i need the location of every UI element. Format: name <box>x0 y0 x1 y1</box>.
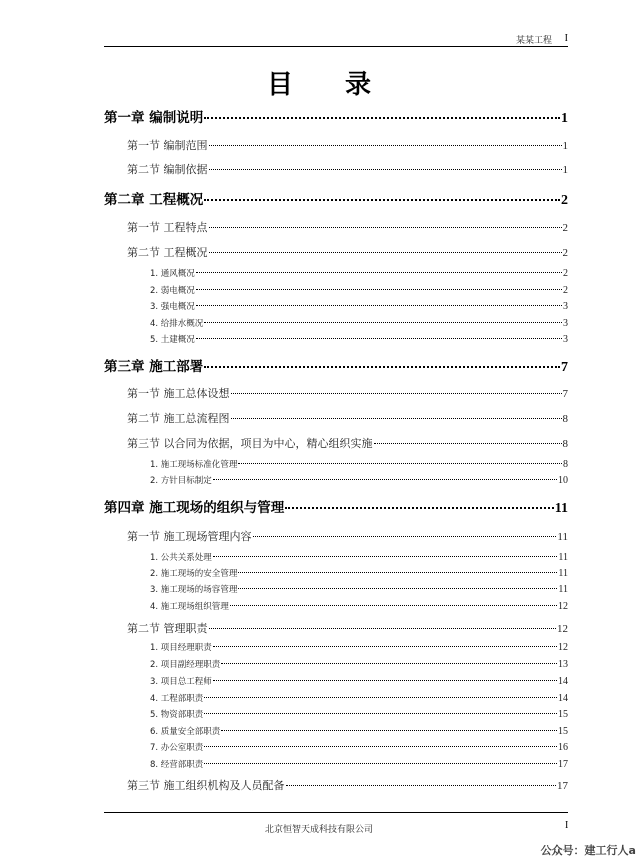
toc-entry-title: 第二章 工程概况 <box>104 192 204 208</box>
dot-leader <box>231 393 562 394</box>
toc-page-number: 2 <box>562 222 568 234</box>
toc-page-number: 1 <box>561 111 568 126</box>
toc-page-number: 14 <box>558 693 568 704</box>
toc-item-row[interactable] <box>150 551 568 563</box>
dot-leader <box>204 199 560 201</box>
toc-item-row[interactable] <box>150 600 568 612</box>
toc-entry-title: 4. 工程部职责 <box>150 694 204 704</box>
dot-leader <box>196 305 562 306</box>
footer-rule <box>104 812 568 813</box>
toc-entry-title: 第二节 工程概况 <box>127 246 208 259</box>
toc-chapter-row[interactable] <box>104 106 568 127</box>
dot-leader <box>204 697 557 698</box>
toc-entry-title: 3. 项目总工程师 <box>150 677 212 687</box>
dot-leader <box>285 507 554 509</box>
toc-item-row[interactable] <box>150 317 568 329</box>
toc-item-row[interactable] <box>150 708 568 720</box>
toc-chapter-row[interactable] <box>104 355 568 376</box>
toc-page-number: 17 <box>558 759 568 770</box>
toc-page-number: 16 <box>558 742 568 753</box>
toc-page-number: 3 <box>563 318 568 329</box>
toc-entry-title: 1. 公共关系处理 <box>150 553 212 563</box>
dot-leader <box>221 730 557 731</box>
toc-page-number: 3 <box>563 334 568 345</box>
toc-item-row[interactable] <box>150 267 568 279</box>
dot-leader <box>196 338 562 339</box>
toc-entry-title: 8. 经营部职责 <box>150 760 204 770</box>
dot-leader <box>231 418 562 419</box>
dot-leader <box>213 479 557 480</box>
toc-section-row[interactable] <box>127 410 568 426</box>
footer-company: 北京恒智天成科技有限公司 <box>264 825 373 835</box>
toc-entry-title: 3. 强电概况 <box>150 302 195 312</box>
toc-entry-title: 第一节 施工总体设想 <box>127 387 230 400</box>
toc-entry-title: 第一节 施工现场管理内容 <box>127 530 252 543</box>
dot-leader <box>209 628 557 629</box>
dot-leader <box>230 605 557 606</box>
toc-entry-title: 第四章 施工现场的组织与管理 <box>104 500 285 516</box>
toc-section-row[interactable] <box>127 161 568 177</box>
dot-leader <box>209 252 562 253</box>
toc-page-number: 12 <box>557 623 568 635</box>
toc-page-number: 2 <box>562 247 568 259</box>
dot-leader <box>238 463 562 464</box>
toc-entry-title: 第一节 工程特点 <box>127 221 208 234</box>
toc-page-number: 8 <box>562 438 568 450</box>
toc-page-number: 15 <box>558 726 568 737</box>
toc-page-number: 8 <box>562 413 568 425</box>
toc-item-row[interactable] <box>150 658 568 670</box>
toc-section-row[interactable] <box>127 385 568 401</box>
toc-page-number: 11 <box>558 552 568 563</box>
dot-leader <box>213 680 557 681</box>
toc-entry-title: 2. 方针目标制定 <box>150 476 212 486</box>
toc-entry-title: 第二节 管理职责 <box>127 622 208 635</box>
toc-entry-title: 4. 施工现场组织管理 <box>150 602 229 612</box>
dot-leader <box>286 785 557 786</box>
toc-item-row[interactable] <box>150 333 568 345</box>
toc-page-number: 12 <box>558 601 568 612</box>
dot-leader <box>204 117 560 119</box>
toc-item-row[interactable] <box>150 284 568 296</box>
dot-leader <box>213 646 557 647</box>
toc-section-row[interactable] <box>127 435 568 451</box>
toc-entry-title: 3. 施工现场的场容管理 <box>150 585 238 595</box>
toc-entry-title: 第一节 编制范围 <box>127 139 208 152</box>
toc-page-number: 11 <box>557 531 568 543</box>
toc-item-row[interactable] <box>150 641 568 653</box>
dot-leader <box>238 588 557 589</box>
toc-entry-title: 第三章 施工部署 <box>104 359 204 375</box>
header-project-name: 某某工程 <box>515 36 552 46</box>
dot-leader <box>238 572 557 573</box>
toc-entry-title: 2. 项目副经理职责 <box>150 660 221 670</box>
toc-chapter-row[interactable] <box>104 188 568 209</box>
dot-leader <box>204 322 562 323</box>
toc-entry-title: 第一章 编制说明 <box>104 110 204 126</box>
toc-page-number: 2 <box>563 285 568 296</box>
toc-item-row[interactable] <box>150 692 568 704</box>
toc-entry-title: 第二节 施工总流程图 <box>127 412 230 425</box>
toc-item-row[interactable] <box>150 300 568 312</box>
header-page-number: I <box>564 33 568 44</box>
toc-entry-title: 1. 通风概况 <box>150 269 195 279</box>
toc-page-number: 12 <box>558 642 568 653</box>
toc-entry-title: 1. 项目经理职责 <box>150 643 212 653</box>
watermark: 公众号：建工行人a <box>540 844 636 857</box>
page-title: 目录 <box>266 70 423 100</box>
toc-section-row[interactable] <box>127 244 568 260</box>
toc-item-row[interactable] <box>150 583 568 595</box>
toc-page-number: 10 <box>558 475 568 486</box>
toc-page-number: 11 <box>558 584 568 595</box>
toc-page-number: 2 <box>561 193 568 208</box>
toc-entry-title: 第二节 编制依据 <box>127 163 208 176</box>
toc-page-number: 11 <box>554 501 568 516</box>
toc-entry-title: 7. 办公室职责 <box>150 743 204 753</box>
toc-section-row[interactable] <box>127 777 568 793</box>
toc-item-row[interactable] <box>150 474 568 486</box>
dot-leader <box>374 443 562 444</box>
toc-item-row[interactable] <box>150 741 568 753</box>
toc-entry-title: 2. 施工现场的安全管理 <box>150 569 238 579</box>
toc-page-number: 14 <box>558 676 568 687</box>
toc-page-number: 17 <box>557 780 568 792</box>
toc-section-row[interactable] <box>127 528 568 544</box>
dot-leader <box>196 289 562 290</box>
toc-page-number: 7 <box>562 388 568 400</box>
toc-item-row[interactable] <box>150 567 568 579</box>
footer-page-number: I <box>565 820 569 831</box>
dot-leader <box>204 746 557 747</box>
dot-leader <box>209 227 562 228</box>
dot-leader <box>209 145 562 146</box>
toc-section-row[interactable] <box>127 137 568 153</box>
toc-page-number: 7 <box>561 360 568 375</box>
toc-chapter-row[interactable] <box>104 496 568 517</box>
dot-leader <box>204 713 557 714</box>
dot-leader <box>196 272 562 273</box>
toc-page-number: 2 <box>563 268 568 279</box>
dot-leader <box>221 663 557 664</box>
dot-leader <box>204 366 560 368</box>
toc-entry-title: 5. 物资部职责 <box>150 710 204 720</box>
dot-leader <box>253 536 557 537</box>
toc-entry-title: 6. 质量安全部职责 <box>150 727 221 737</box>
toc-page-number: 11 <box>558 568 568 579</box>
dot-leader <box>209 169 562 170</box>
toc-page-number: 8 <box>563 459 568 470</box>
dot-leader <box>213 556 558 557</box>
toc-entry-title: 2. 弱电概况 <box>150 286 195 296</box>
toc-entry-title: 第三节 以合同为依据，项目为中心，精心组织实施 <box>127 437 373 450</box>
toc-entry-title: 1. 施工现场标准化管理 <box>150 460 238 470</box>
toc-page-number: 13 <box>558 659 568 670</box>
toc-entry-title: 第三节 施工组织机构及人员配备 <box>127 779 285 792</box>
dot-leader <box>204 763 557 764</box>
toc-section-row[interactable] <box>127 620 568 636</box>
toc-page-number: 1 <box>562 164 568 176</box>
toc-item-row[interactable] <box>150 458 568 470</box>
toc-page-number: 3 <box>563 301 568 312</box>
toc-entry-title: 4. 给排水概况 <box>150 319 204 329</box>
toc-item-row[interactable] <box>150 725 568 737</box>
toc-page-number: 1 <box>562 140 568 152</box>
toc-item-row[interactable] <box>150 758 568 770</box>
toc-item-row[interactable] <box>150 675 568 687</box>
toc-entry-title: 5. 土建概况 <box>150 335 195 345</box>
toc-section-row[interactable] <box>127 219 568 235</box>
toc-page-number: 15 <box>558 709 568 720</box>
